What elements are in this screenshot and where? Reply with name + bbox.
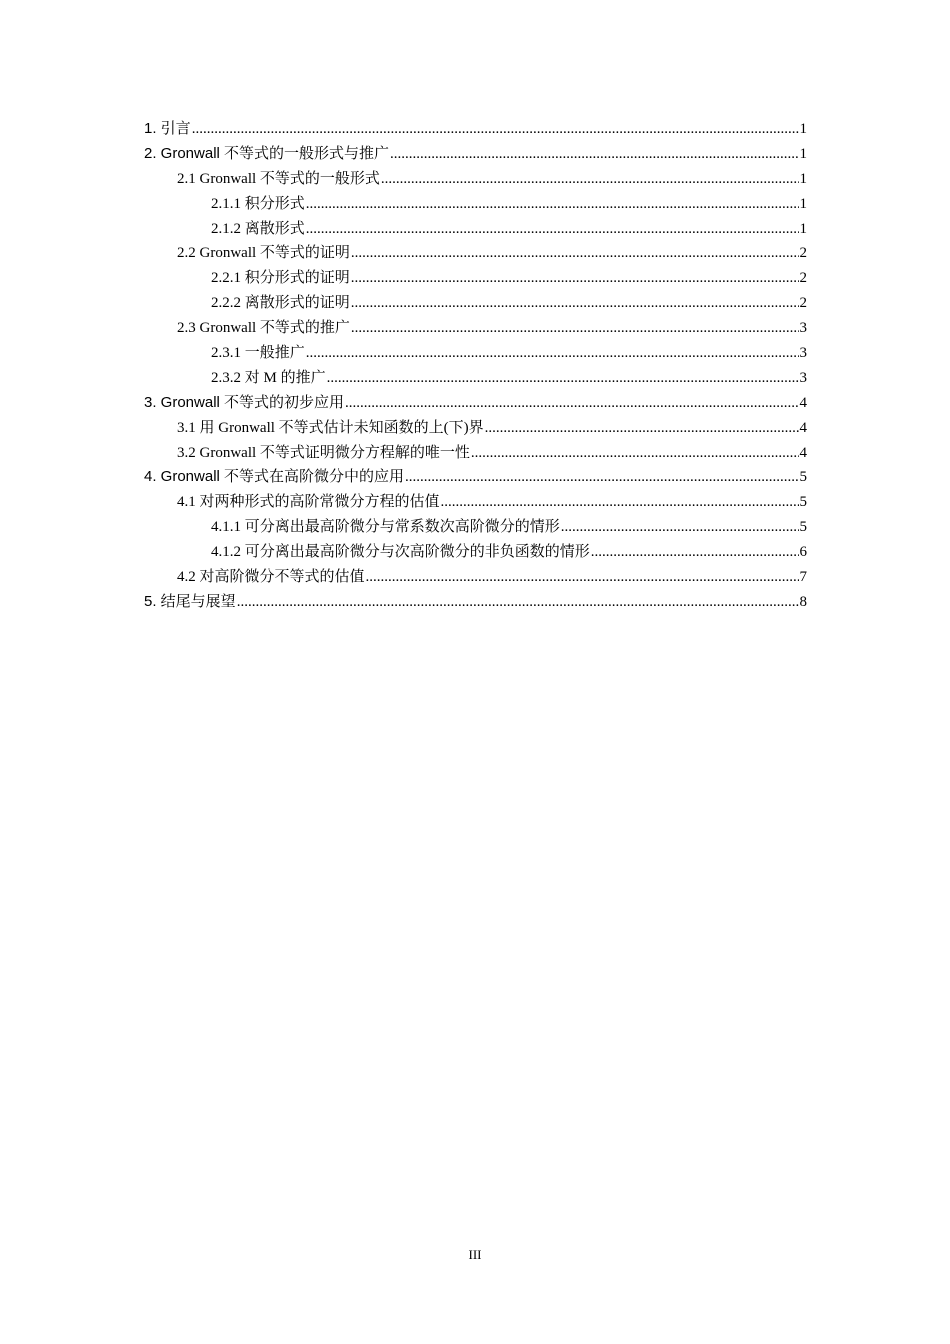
toc-entry-title: 2.2.2 离散形式的证明: [211, 295, 350, 312]
toc-entry-title: 4.2 对高阶微分不等式的估值: [177, 569, 365, 586]
toc-entry-page: 1: [799, 220, 807, 237]
toc-entry-page: 5: [799, 494, 807, 511]
toc-entry-page: 7: [799, 569, 807, 586]
toc-leader-dots: [237, 590, 799, 615]
table-of-contents: [144, 117, 807, 615]
toc-entry[interactable]: [144, 465, 807, 490]
toc-entry-page: 8: [799, 593, 807, 610]
toc-entry-page: 4: [799, 444, 807, 461]
toc-entry-page: 3: [799, 345, 807, 362]
toc-entry[interactable]: [144, 441, 807, 466]
toc-entry-title: 2.2 Gronwall 不等式的证明: [177, 245, 350, 262]
toc-leader-dots: [390, 142, 798, 167]
toc-leader-dots: [351, 241, 799, 266]
toc-leader-dots: [381, 167, 799, 192]
toc-entry-page: 2: [799, 270, 807, 287]
toc-entry-page: 1: [799, 195, 807, 212]
toc-entry-title: 2.1.2 离散形式: [211, 220, 305, 237]
toc-entry-page: 2: [799, 245, 807, 262]
toc-entry[interactable]: [144, 341, 807, 366]
toc-leader-dots: [345, 391, 798, 416]
toc-entry-title: 1. 引言: [144, 120, 191, 137]
toc-entry-title: 4. Gronwall 不等式在高阶微分中的应用: [144, 468, 405, 486]
toc-entry-title: 5. 结尾与展望: [144, 592, 236, 610]
toc-leader-dots: [327, 366, 799, 391]
toc-leader-dots: [351, 316, 799, 341]
toc-entry-title: 3.1 用 Gronwall 不等式估计未知函数的上(下)界: [177, 419, 484, 436]
toc-leader-dots: [485, 416, 799, 441]
toc-leader-dots: [441, 490, 799, 515]
toc-entry[interactable]: [144, 167, 807, 192]
toc-entry-title: 4.1 对两种形式的高阶常微分方程的估值: [177, 494, 440, 511]
page-number: III: [468, 1247, 482, 1262]
toc-entry[interactable]: [144, 540, 807, 565]
toc-leader-dots: [366, 565, 799, 590]
toc-leader-dots: [351, 266, 799, 291]
toc-entry-page: 6: [799, 544, 807, 561]
toc-leader-dots: [192, 117, 799, 142]
toc-leader-dots: [306, 192, 799, 217]
toc-entry-title: 2.1.1 积分形式: [211, 195, 305, 212]
toc-entry-page: 1: [799, 170, 807, 187]
toc-leader-dots: [405, 465, 798, 490]
toc-entry-page: 5: [799, 469, 807, 486]
toc-leader-dots: [561, 515, 799, 540]
toc-entry[interactable]: [144, 192, 807, 217]
toc-entry-page: 1: [799, 145, 807, 162]
toc-entry[interactable]: [144, 316, 807, 341]
toc-entry-page: 4: [799, 419, 807, 436]
toc-entry-page: 1: [799, 121, 807, 137]
toc-entry-title: 3. Gronwall 不等式的初步应用: [144, 393, 345, 411]
toc-entry[interactable]: [144, 142, 807, 167]
toc-entry[interactable]: [144, 391, 807, 416]
toc-leader-dots: [351, 291, 799, 316]
toc-entry[interactable]: [144, 515, 807, 540]
toc-entry[interactable]: [144, 266, 807, 291]
toc-entry[interactable]: [144, 366, 807, 391]
toc-leader-dots: [471, 441, 799, 466]
toc-entry-title: 2. Gronwall 不等式的一般形式与推广: [144, 144, 390, 162]
toc-entry-page: 3: [799, 320, 807, 337]
toc-entry-title: 2.2.1 积分形式的证明: [211, 270, 350, 287]
toc-entry-page: 4: [799, 394, 807, 411]
toc-entry-title: 2.1 Gronwall 不等式的一般形式: [177, 170, 380, 187]
toc-entry[interactable]: [144, 590, 807, 615]
toc-entry-title: 4.1.1 可分离出最高阶微分与常系数次高阶微分的情形: [211, 519, 560, 536]
toc-entry[interactable]: [144, 416, 807, 441]
toc-entry-title: 3.2 Gronwall 不等式证明微分方程解的唯一性: [177, 444, 470, 461]
toc-entry-page: 2: [799, 295, 807, 312]
toc-entry-title: 2.3.1 一般推广: [211, 345, 305, 362]
toc-entry-title: 2.3 Gronwall 不等式的推广: [177, 320, 350, 337]
toc-entry[interactable]: [144, 117, 807, 142]
toc-entry[interactable]: [144, 490, 807, 515]
toc-entry[interactable]: [144, 291, 807, 316]
toc-entry-title: 4.1.2 可分离出最高阶微分与次高阶微分的非负函数的情形: [211, 544, 590, 561]
toc-entry-title: 2.3.2 对 M 的推广: [211, 369, 326, 386]
toc-leader-dots: [306, 341, 799, 366]
toc-entry[interactable]: [144, 217, 807, 242]
toc-leader-dots: [306, 217, 799, 242]
toc-entry[interactable]: [144, 241, 807, 266]
toc-entry[interactable]: [144, 565, 807, 590]
toc-entry-page: 3: [799, 369, 807, 386]
toc-leader-dots: [591, 540, 799, 565]
toc-entry-page: 5: [799, 519, 807, 536]
